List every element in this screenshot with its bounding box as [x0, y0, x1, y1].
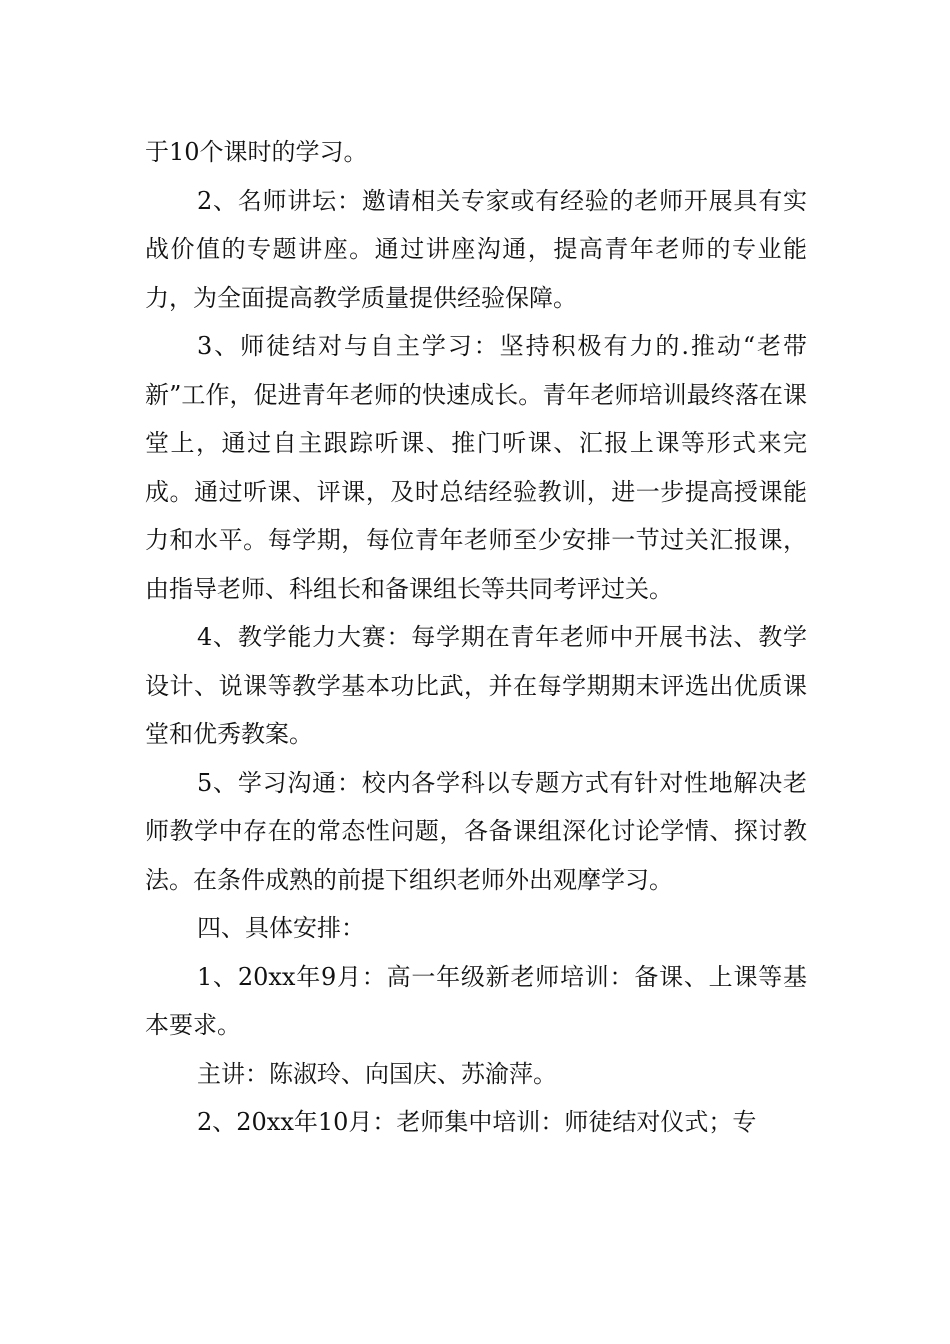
schedule-item-september: 1、20xx年9月：高一年级新老师培训：备课、上课等基本要求。 — [145, 962, 807, 1039]
paragraph-item-5-learning-exchange: 5、学习沟通：校内各学科以专题方式有针对性地解决老师教学中存在的常态性问题，各备课组深化讨论学情、探讨教法。在条件成熟的前提下组织老师外出观摩学习。 — [145, 768, 807, 894]
document-body — [145, 128, 807, 1147]
schedule-item-october: 2、20xx年10月：老师集中培训：师徒结对仪式；专 — [197, 1108, 757, 1136]
section-heading-schedule: 四、具体安排： — [197, 914, 365, 942]
paragraph-continuation: 于10个课时的学习。 — [145, 138, 368, 166]
paragraph-item-4-teaching-contest: 4、教学能力大赛：每学期在青年老师中开展书法、教学设计、说课等教学基本功比武，并在每学期期末评选出优质课堂和优秀教案。 — [145, 623, 807, 748]
paragraph-item-3-mentorship: 3、师徒结对与自主学习：坚持积极有力的.推动“老带新”工作，促进青年老师的快速成长。青年老师培训最终落在课堂上，通过自主跟踪听课、推门听课、汇报上课等形式来完成。通过听课、评课，及时总结经验教训，进一步提高授课能力和水平。每学期，每位青年老师至少安排一节过关汇报课，由指导老师、科组长和备课组长等共同考评过关。 — [145, 332, 807, 603]
schedule-speakers: 主讲：陈淑玲、向国庆、苏渝萍。 — [197, 1059, 557, 1088]
paragraph-item-2-lecture-forum: 2、名师讲坛：邀请相关专家或有经验的老师开展具有实战价值的专题讲座。通过讲座沟通，提高青年老师的专业能力，为全面提高教学质量提供经验保障。 — [145, 186, 807, 312]
